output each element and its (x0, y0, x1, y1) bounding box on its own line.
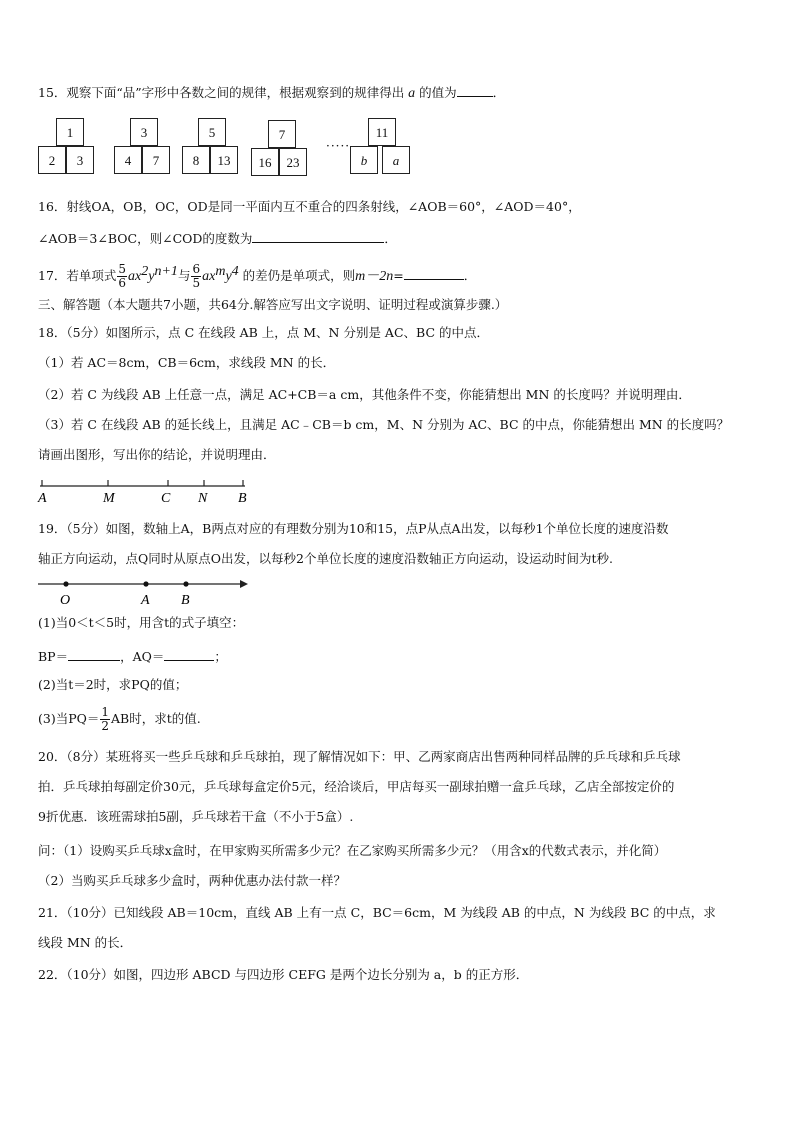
section-3-heading: 三、解答题（本大题共7小题，共64分.解答应写出文字说明、证明过程或演算步骤.） (38, 297, 508, 312)
segment-diagram (0, 476, 794, 506)
var-a: a (408, 86, 416, 101)
number-line (0, 574, 794, 610)
point-label: N (198, 491, 208, 506)
q20-line1: 20．（8分）某班将买一些乒乓球和乒乓球拍，现了解情况如下：甲、乙两家商店出售两种同样品牌的乒乓球和乒乓球 (38, 749, 681, 764)
q15-text: 15．观察下面“品”字形中各数之间的规律，根据观察到的规律得出 a 的值为 ． (38, 82, 758, 103)
q17-line: 17．若单项式 $\frac{5}{6}$ $ax^2y^{n+1}$与 $\frac{6}{5}$ $ax^my^4$ 的差仍是单项式，则m－2n= ． (38, 262, 477, 291)
q18-line1: 18．（5分）如图所示，点 C 在线段 AB 上，点 M、N 分别是 AC、BC 的中点． (38, 325, 489, 340)
q19-sub1-blanks: BP＝ ，AQ＝ ； (38, 646, 758, 666)
q19-sub1: (1)当0＜t＜5时，用含t的式子填空： (38, 615, 245, 630)
fraction-5-6: $\frac{5}{6}$ (118, 262, 127, 291)
pin-right: a (382, 146, 410, 174)
point-label: M (103, 491, 115, 506)
q18-line4: （3）若 C 在线段 AB 的延长线上，且满足 AC﹣CB＝b cm，M、N 分别为 AC、BC 的中点，你能猜想出 MN 的长度吗？ (38, 417, 730, 432)
q20-line4: 问：（1）设购买乒乓球x盒时，在甲家购买所需多少元？在乙家购买所需多少元？（用含x的代数式表示，并化简） (38, 843, 667, 858)
pin-top: 3 (130, 118, 158, 146)
pin-left: 8 (182, 146, 210, 174)
q20-line5: （2）当购买乒乓球多少盒时，两种优惠办法付款一样？ (38, 873, 346, 888)
q19-line2: 轴正方向运动，点Q同时从原点O出发，以每秒2个单位长度的速度沿数轴正方向运动，设运动时间为t秒. (38, 551, 613, 566)
point-label: C (161, 491, 171, 506)
pin-top: 7 (268, 120, 296, 148)
pin-left: 16 (251, 148, 279, 176)
point-label: O (60, 593, 71, 608)
point-label: A (141, 593, 150, 608)
pin-right: 13 (210, 146, 238, 174)
pin-left: 2 (38, 146, 66, 174)
q21-line2: 线段 MN 的长． (38, 935, 133, 950)
q19-sub3: (3)当PQ＝ $\frac{1}{2}$ AB时，求t的值. (38, 705, 201, 733)
pin-top: 5 (198, 118, 226, 146)
q21-line1: 21．（10分）已知线段 AB＝10cm，直线 AB 上有一点 C，BC＝6cm，M 为线段 AB 的中点，N 为线段 BC 的中点，求 (38, 905, 716, 920)
q19-line1: 19．（5分）如图，数轴上A，B两点对应的有理数分别为10和15，点P从点A出发，以每秒1个单位长度的速度沿数 (38, 521, 669, 536)
q18-line2: （1）若 AC＝8cm，CB＝6cm，求线段 MN 的长． (38, 355, 336, 370)
q19-sub2: (2)当t＝2时，求PQ的值； (38, 677, 188, 692)
q18-line5: 请画出图形，写出你的结论，并说明理由． (38, 447, 276, 462)
q15-blank (457, 82, 493, 97)
pin-top: 11 (368, 118, 396, 146)
ellipsis: ····· (326, 139, 351, 153)
point-label: B (181, 593, 190, 608)
q20-line2: 拍．乒乓球拍每副定价30元，乒乓球每盒定价5元，经洽谈后，甲店每买一副球拍赠一盒乒乓球，乙店全部按定价的 (38, 779, 675, 794)
point-label: A (38, 491, 47, 506)
q22-line1: 22．（10分）如图，四边形 ABCD 与四边形 CEFG 是两个边长分别为 a，b 的正方形． (38, 967, 529, 982)
bp-blank (68, 646, 120, 661)
pin-top: 1 (56, 118, 84, 146)
point-label: B (238, 491, 247, 506)
pin-right: 7 (142, 146, 170, 174)
pin-left: b (350, 146, 378, 174)
pin-right: 3 (66, 146, 94, 174)
q18-line3: （2）若 C 为线段 AB 上任意一点，满足 AC+CB＝a cm，其他条件不变，你能猜想出 MN 的长度吗？并说明理由． (38, 387, 691, 402)
aq-blank (164, 646, 214, 661)
q17-blank (404, 265, 464, 280)
q16-blank (252, 228, 384, 243)
fraction-1-2: $\frac{1}{2}$ (101, 705, 110, 733)
pin-left: 4 (114, 146, 142, 174)
fraction-6-5: $\frac{6}{5}$ (192, 262, 201, 291)
q16-line2: ∠AOB＝3∠BOC，则∠COD的度数为 ． (38, 228, 758, 248)
pin-right: 23 (279, 148, 307, 176)
q16-line1: 16．射线OA，OB，OC，OD是同一平面内互不重合的四条射线，∠AOB＝60°，∠AOD＝40°， (38, 199, 581, 214)
q20-line3: 9折优惠．该班需球拍5副，乒乓球若干盒（不小于5盒）. (38, 809, 354, 824)
